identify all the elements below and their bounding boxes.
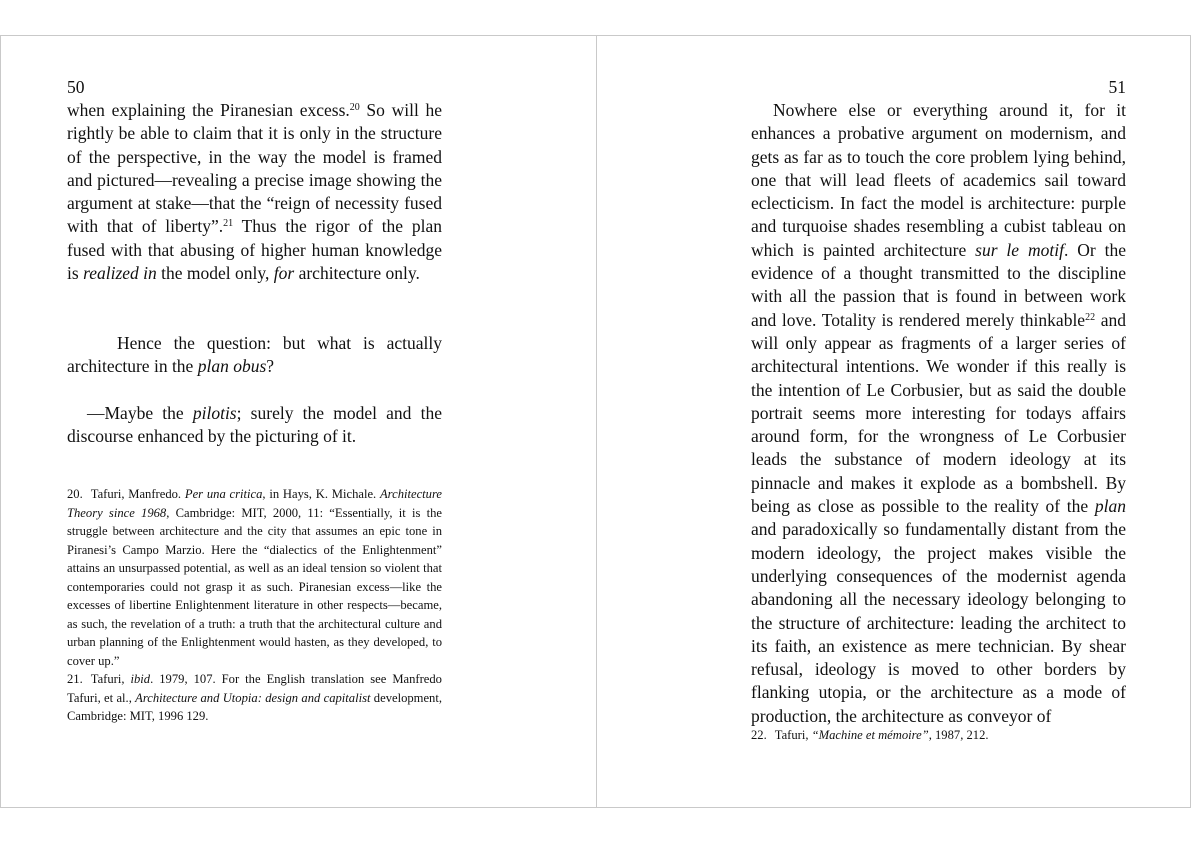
page-number: 51	[1108, 77, 1126, 97]
body-paragraph: Hence the question: but what is actually architecture in the plan obus?	[67, 333, 442, 377]
body-paragraph: —Maybe the pilotis; surely the model and the discourse enhanced by the picturing of it.	[67, 403, 442, 447]
right-page	[751, 36, 1126, 807]
footnote: 21. Tafuri, ibid. 1979, 107. For the English translation see Manfredo Tafuri, et al., Architecture and Utopia: design and capitalist development, Cambridge: MIT, 1996 129.	[67, 672, 442, 723]
footnote-number: 21.	[67, 672, 83, 686]
footnote: 22. Tafuri, “Machine et mémoire”, 1987, 212.	[751, 728, 989, 742]
footnote-number: 20.	[67, 487, 83, 501]
page-gutter	[596, 36, 597, 807]
page-number: 50	[67, 77, 85, 97]
footnote-ref: 21	[223, 218, 234, 230]
body-paragraph: Nowhere else or everything around it, for it enhances a probative argument on modernism, and gets as far as to touch the core problem lying behind, one that will lead fleets of academics sail toward eclecticism. In fact the model is architecture: purple and turquoise shades resembling a cubist tableau on which is painted architecture sur le motif. Or the evidence of a thought transmitted to the discipline with all the passion that is found in between work and love. Totality is rendered merely thinkable$^{22}$ and will only appear as fragments of a larger series of architectural intentions. We wonder if this really is the intention of Le Corbusier, but as said the double portrait seems more interesting for todays affairs around form, for the wrongness of Le Corbusier leads the substance of modern ideology at its pinnacle and makes it explode as a bombshell. By being as close as possible to the reality of the plan and paradoxically so fundamentally distant from the modern ideology, the project makes visible the underlying consequences of the modernist agenda abandoning all the necessary ideology belonging to the structure of architecture: leading the architect to its faith, an existence as mere technician. By shear refusal, ideology is moved to other borders by flanking utopia, or the architecture as a mode of production, the architecture as conveyor of	[751, 100, 1126, 726]
footnote: 20. Tafuri, Manfredo. Per una critica, in Hays, K. Michale. Architecture Theory since 1968, Cambridge: MIT, 2000, 11: “Essentially, it is the struggle between architecture and the city that assumes an epic tone in Piranesi’s Campo Marzio. Here the “dialectics of the Enlightenment” attains an unsurpassed potential, as well as an ideal tension so violent that contemporaries could not grasp it as such. Piranesian excess—like the excesses of libertine Enlightenment literature in other respects—became, as such, the revelation of a truth: a truth that the architectural culture and urban planning of the Enlightenment would hasten, as they developed, to cover up.”	[67, 487, 442, 668]
footnote-ref: 22	[1085, 311, 1096, 323]
footnote-number: 22.	[751, 728, 767, 742]
book-spread	[0, 35, 1191, 808]
body-paragraph: when explaining the Piranesian excess.$^{20}$ So will he rightly be able to claim that it is only in the structure of the perspective, in the way the model is framed and pictured—revealing a precise image showing the argument at stake—that the “reign of necessity fused with that of liberty”.$^{21}$ Thus the rigor of the plan fused with that abusing of higher human knowledge is realized in the model only, for architecture only.	[67, 100, 442, 284]
footnotes	[67, 485, 442, 726]
footnotes	[751, 726, 1126, 745]
left-page	[67, 36, 442, 807]
footnote-ref: 20	[349, 102, 360, 113]
